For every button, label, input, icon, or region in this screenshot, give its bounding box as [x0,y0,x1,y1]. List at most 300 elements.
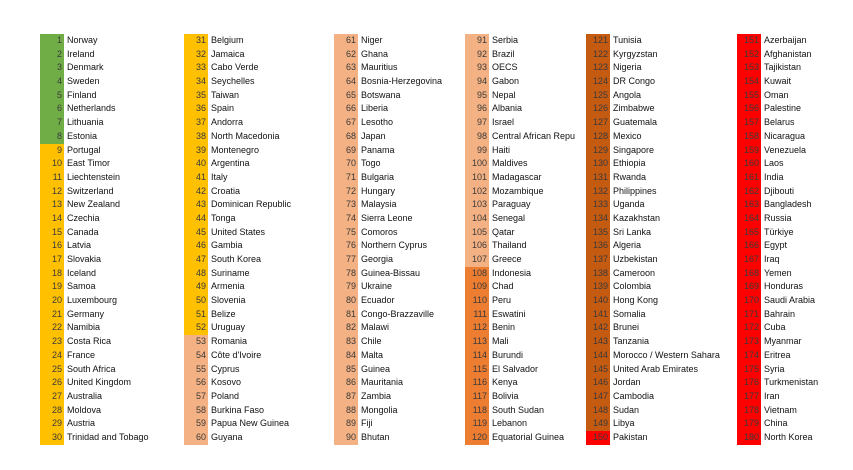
rank-cell: 33 [184,61,208,75]
ranking-row [737,144,849,158]
rank-cell: 111 [465,308,489,322]
rank-cell: 50 [184,294,208,308]
rank-cell: 46 [184,239,208,253]
rank-cell: 130 [586,157,610,171]
ranking-row [334,226,462,240]
rank-cell: 131 [586,171,610,185]
country-name: Belgium [211,35,244,45]
ranking-row [40,417,180,431]
country-name: Central African Repu [492,130,576,141]
rank-cell: 55 [184,363,208,377]
country-name: Iran [764,390,780,401]
rank-cell: 155 [737,89,761,103]
country-name: Mauritius [361,62,398,73]
rank-cell: 117 [465,390,489,404]
rank-cell: 119 [465,417,489,431]
rank-cell: 54 [184,349,208,363]
country-name: Nicaragua [764,130,806,141]
ranking-row [334,102,462,116]
country-name: Albania [492,103,523,114]
rank-cell: 70 [334,157,358,171]
ranking-row [334,130,462,144]
ranking-row [334,294,462,308]
country-name: Sweden [67,76,100,87]
ranking-row [334,376,462,390]
ranking-row [184,335,329,349]
ranking-row [465,185,583,199]
ranking-row [184,376,329,390]
rank-cell: 99 [465,144,489,158]
ranking-row [334,89,462,103]
country-name: Tajikistan [764,62,802,73]
country-name: Samoa [67,281,96,292]
country-name: Israel [492,117,515,128]
rank-cell: 11 [40,171,64,185]
rank-cell: 48 [184,267,208,281]
ranking-row [334,144,462,158]
ranking-row [184,48,329,62]
country-name: Myanmar [764,336,802,347]
rank-cell: 97 [465,116,489,130]
ranking-row [586,48,734,62]
country-name: Honduras [764,281,804,292]
country-name: Senegal [492,212,526,223]
ranking-row [737,171,849,185]
country-name: Zimbabwe [613,103,655,114]
rank-cell: 116 [465,376,489,390]
country-name: Djibouti [764,185,795,196]
country-name: Japan [361,130,386,141]
country-name: United Kingdom [67,377,132,388]
rank-cell: 137 [586,253,610,267]
ranking-row [184,34,329,48]
rank-cell: 144 [586,349,610,363]
country-name: Ireland [67,48,95,59]
country-name: Haiti [492,144,511,155]
country-name: Laos [764,158,784,169]
country-name: Liechtenstein [67,171,121,182]
country-name: Suriname [211,267,250,278]
rank-cell: 123 [586,61,610,75]
ranking-row [40,404,180,418]
ranking-row [465,157,583,171]
country-name: Montenegro [211,144,260,155]
ranking-row [40,61,180,75]
ranking-row [184,294,329,308]
country-name: Nigeria [613,62,642,73]
rank-cell: 151 [737,34,761,48]
country-name: Kuwait [764,76,792,87]
ranking-row [465,431,583,445]
country-name: Chad [492,281,514,292]
country-name: Armenia [211,281,245,292]
rank-cell: 164 [737,212,761,226]
ranking-row [737,267,849,281]
rank-cell: 124 [586,75,610,89]
rank-cell: 44 [184,212,208,226]
ranking-row [40,75,180,89]
rank-cell: 173 [737,335,761,349]
ranking-row [586,363,734,377]
ranking-row [465,239,583,253]
rank-cell: 102 [465,185,489,199]
ranking-row [737,294,849,308]
ranking-row [586,253,734,267]
country-name: Moldova [67,404,102,415]
country-name: Colombia [613,281,652,292]
ranking-row [586,335,734,349]
country-name: Italy [211,171,228,182]
country-name: Trinidad and Tobago [67,431,149,442]
ranking-row [737,75,849,89]
ranking-row [40,321,180,335]
rank-cell: 106 [465,239,489,253]
country-name: Türkiye [764,226,794,237]
ranking-row [737,280,849,294]
ranking-row [737,226,849,240]
rank-cell: 61 [334,34,358,48]
country-name: Argentina [211,158,250,169]
ranking-row [737,116,849,130]
ranking-row [184,349,329,363]
ranking-row [465,294,583,308]
rank-cell: 174 [737,349,761,363]
country-name: Ghana [361,48,389,59]
rank-cell: 69 [334,144,358,158]
country-name: Guatemala [613,117,658,128]
country-name: France [67,349,96,360]
country-name: Mongolia [361,404,398,415]
ranking-row [465,363,583,377]
country-name: Cuba [764,322,786,333]
country-name: Portugal [67,144,101,155]
country-name: Lebanon [492,418,528,429]
ranking-row [737,431,849,445]
rank-cell: 138 [586,267,610,281]
rank-cell: 65 [334,89,358,103]
country-name: Vietnam [764,404,797,415]
rank-cell: 93 [465,61,489,75]
country-name: United States [211,226,266,237]
rank-cell: 16 [40,239,64,253]
ranking-row [737,61,849,75]
rank-cell: 161 [737,171,761,185]
country-name: Tanzania [613,336,650,347]
ranking-row [737,185,849,199]
ranking-row [334,349,462,363]
ranking-row [40,431,180,445]
rank-cell: 2 [40,48,64,62]
country-name: Benin [492,322,516,333]
rank-cell: 94 [465,75,489,89]
ranking-row [737,417,849,431]
country-name: Burkina Faso [211,404,265,415]
ranking-row [465,404,583,418]
country-name: Ethiopia [613,158,646,169]
rank-cell: 146 [586,376,610,390]
country-name: Ukraine [361,281,393,292]
country-name: Qatar [492,226,515,237]
country-name: South Africa [67,363,116,374]
rank-cell: 3 [40,61,64,75]
ranking-row [465,321,583,335]
ranking-row [184,102,329,116]
ranking-row [465,116,583,130]
rank-cell: 105 [465,226,489,240]
country-name: Slovakia [67,254,102,264]
ranking-row [40,294,180,308]
rank-cell: 120 [465,431,489,445]
ranking-row [737,335,849,349]
ranking-row [465,417,583,431]
country-name: Brunei [613,322,640,333]
ranking-row [184,363,329,377]
ranking-row [40,144,180,158]
ranking-row [40,157,180,171]
country-name: Guyana [211,431,243,442]
ranking-row [40,390,180,404]
rank-cell: 6 [40,102,64,116]
rank-cell: 121 [586,34,610,48]
ranking-row [586,280,734,294]
country-name: South Korea [211,254,262,264]
ranking-row [586,157,734,171]
country-name: Jamaica [211,48,245,59]
ranking-row [184,212,329,226]
ranking-row [586,212,734,226]
rank-cell: 75 [334,226,358,240]
ranking-row [586,75,734,89]
ranking-row [737,102,849,116]
ranking-row [465,226,583,240]
ranking-row [586,308,734,322]
country-name: China [764,418,788,429]
rank-cell: 78 [334,267,358,281]
ranking-row [334,239,462,253]
rank-cell: 135 [586,226,610,240]
rank-cell: 14 [40,212,64,226]
rank-cell: 175 [737,363,761,377]
ranking-row [40,130,180,144]
ranking-row [465,198,583,212]
rank-cell: 152 [737,48,761,62]
rank-cell: 27 [40,390,64,404]
rank-cell: 60 [184,431,208,445]
country-name: Hong Kong [613,295,659,306]
country-name: Sierra Leone [361,212,413,223]
ranking-column [40,34,180,445]
ranking-row [465,34,583,48]
country-name: Cabo Verde [211,62,259,73]
ranking-row [465,390,583,404]
rank-cell: 36 [184,102,208,116]
ranking-row [40,363,180,377]
country-name: Taiwan [211,89,240,100]
country-name: Comoros [361,226,398,237]
country-name: Denmark [67,62,104,73]
ranking-row [586,390,734,404]
ranking-row [184,431,329,445]
ranking-row [40,116,180,130]
ranking-column [465,34,583,445]
ranking-row [40,212,180,226]
rank-cell: 63 [334,61,358,75]
country-name: Luxembourg [67,295,118,306]
rank-cell: 139 [586,280,610,294]
rank-cell: 134 [586,212,610,226]
country-name: Kenya [492,377,518,388]
country-name: Iraq [764,254,780,264]
rank-cell: 109 [465,280,489,294]
country-name: Bolivia [492,390,519,401]
rank-cell: 128 [586,130,610,144]
rank-cell: 38 [184,130,208,144]
rank-cell: 9 [40,144,64,158]
country-name: Finland [67,89,97,100]
rank-cell: 24 [40,349,64,363]
ranking-row [737,239,849,253]
ranking-row [334,253,462,267]
ranking-row [184,280,329,294]
country-name: Sri Lanka [613,226,652,237]
ranking-column [334,34,462,445]
ranking-row [40,198,180,212]
rank-cell: 125 [586,89,610,103]
ranking-row [737,48,849,62]
rank-cell: 88 [334,404,358,418]
rank-cell: 165 [737,226,761,240]
country-name: Norway [67,35,98,45]
rank-cell: 76 [334,239,358,253]
rank-cell: 108 [465,267,489,281]
rank-cell: 113 [465,335,489,349]
rank-cell: 87 [334,390,358,404]
rank-cell: 92 [465,48,489,62]
ranking-column [586,34,734,445]
rank-cell: 58 [184,404,208,418]
ranking-row [737,34,849,48]
country-name: Estonia [67,130,98,141]
rank-cell: 100 [465,157,489,171]
ranking-row [737,321,849,335]
country-name: Botswana [361,89,401,100]
rank-cell: 104 [465,212,489,226]
ranking-row [737,253,849,267]
rank-cell: 8 [40,130,64,144]
rank-cell: 115 [465,363,489,377]
ranking-row [184,198,329,212]
country-name: Tonga [211,212,236,223]
rank-cell: 95 [465,89,489,103]
country-name: Mozambique [492,185,544,196]
country-name: Iceland [67,267,97,278]
ranking-row [184,130,329,144]
country-name: Syria [764,363,785,374]
ranking-row [737,212,849,226]
ranking-row [40,226,180,240]
country-name: DR Congo [613,76,656,87]
ranking-row [586,185,734,199]
country-name: Canada [67,226,99,237]
ranking-row [334,267,462,281]
rank-cell: 179 [737,417,761,431]
rank-cell: 79 [334,280,358,294]
ranking-row [586,267,734,281]
ranking-row [586,89,734,103]
rank-cell: 170 [737,294,761,308]
ranking-row [40,34,180,48]
rank-cell: 148 [586,404,610,418]
ranking-row [465,349,583,363]
rank-cell: 17 [40,253,64,267]
ranking-row [334,198,462,212]
rank-cell: 112 [465,321,489,335]
ranking-row [737,404,849,418]
country-name: Serbia [492,35,519,45]
rank-cell: 178 [737,404,761,418]
country-name: Congo-Brazzaville [361,308,435,319]
ranking-row [465,89,583,103]
country-name: Madagascar [492,171,542,182]
country-name: Georgia [361,254,394,264]
ranking-row [334,48,462,62]
ranking-row [465,376,583,390]
country-name: Mauritania [361,377,404,388]
rank-cell: 68 [334,130,358,144]
rank-cell: 37 [184,116,208,130]
rank-cell: 83 [334,335,358,349]
rank-cell: 4 [40,75,64,89]
ranking-row [586,431,734,445]
rank-cell: 149 [586,417,610,431]
ranking-row [737,157,849,171]
rank-cell: 47 [184,253,208,267]
rank-cell: 90 [334,431,358,445]
rank-cell: 80 [334,294,358,308]
country-name: Algeria [613,240,642,251]
rank-cell: 20 [40,294,64,308]
rank-cell: 51 [184,308,208,322]
rank-cell: 132 [586,185,610,199]
rank-cell: 32 [184,48,208,62]
country-name: Hungary [361,185,396,196]
country-name: North Macedonia [211,130,280,141]
country-name: Peru [492,295,512,306]
rank-cell: 72 [334,185,358,199]
country-name: Eritrea [764,349,791,360]
rank-cell: 142 [586,321,610,335]
ranking-row [334,404,462,418]
ranking-row [184,321,329,335]
ranking-row [465,212,583,226]
ranking-row [184,75,329,89]
rank-cell: 19 [40,280,64,294]
ranking-row [334,363,462,377]
country-name: Kosovo [211,377,242,388]
ranking-row [184,308,329,322]
ranking-row [586,102,734,116]
rank-cell: 64 [334,75,358,89]
ranking-row [40,280,180,294]
rank-cell: 158 [737,130,761,144]
rank-cell: 145 [586,363,610,377]
ranking-row [586,349,734,363]
rank-cell: 107 [465,253,489,267]
rank-cell: 166 [737,239,761,253]
country-name: Latvia [67,240,92,251]
rank-cell: 71 [334,171,358,185]
ranking-row [334,61,462,75]
